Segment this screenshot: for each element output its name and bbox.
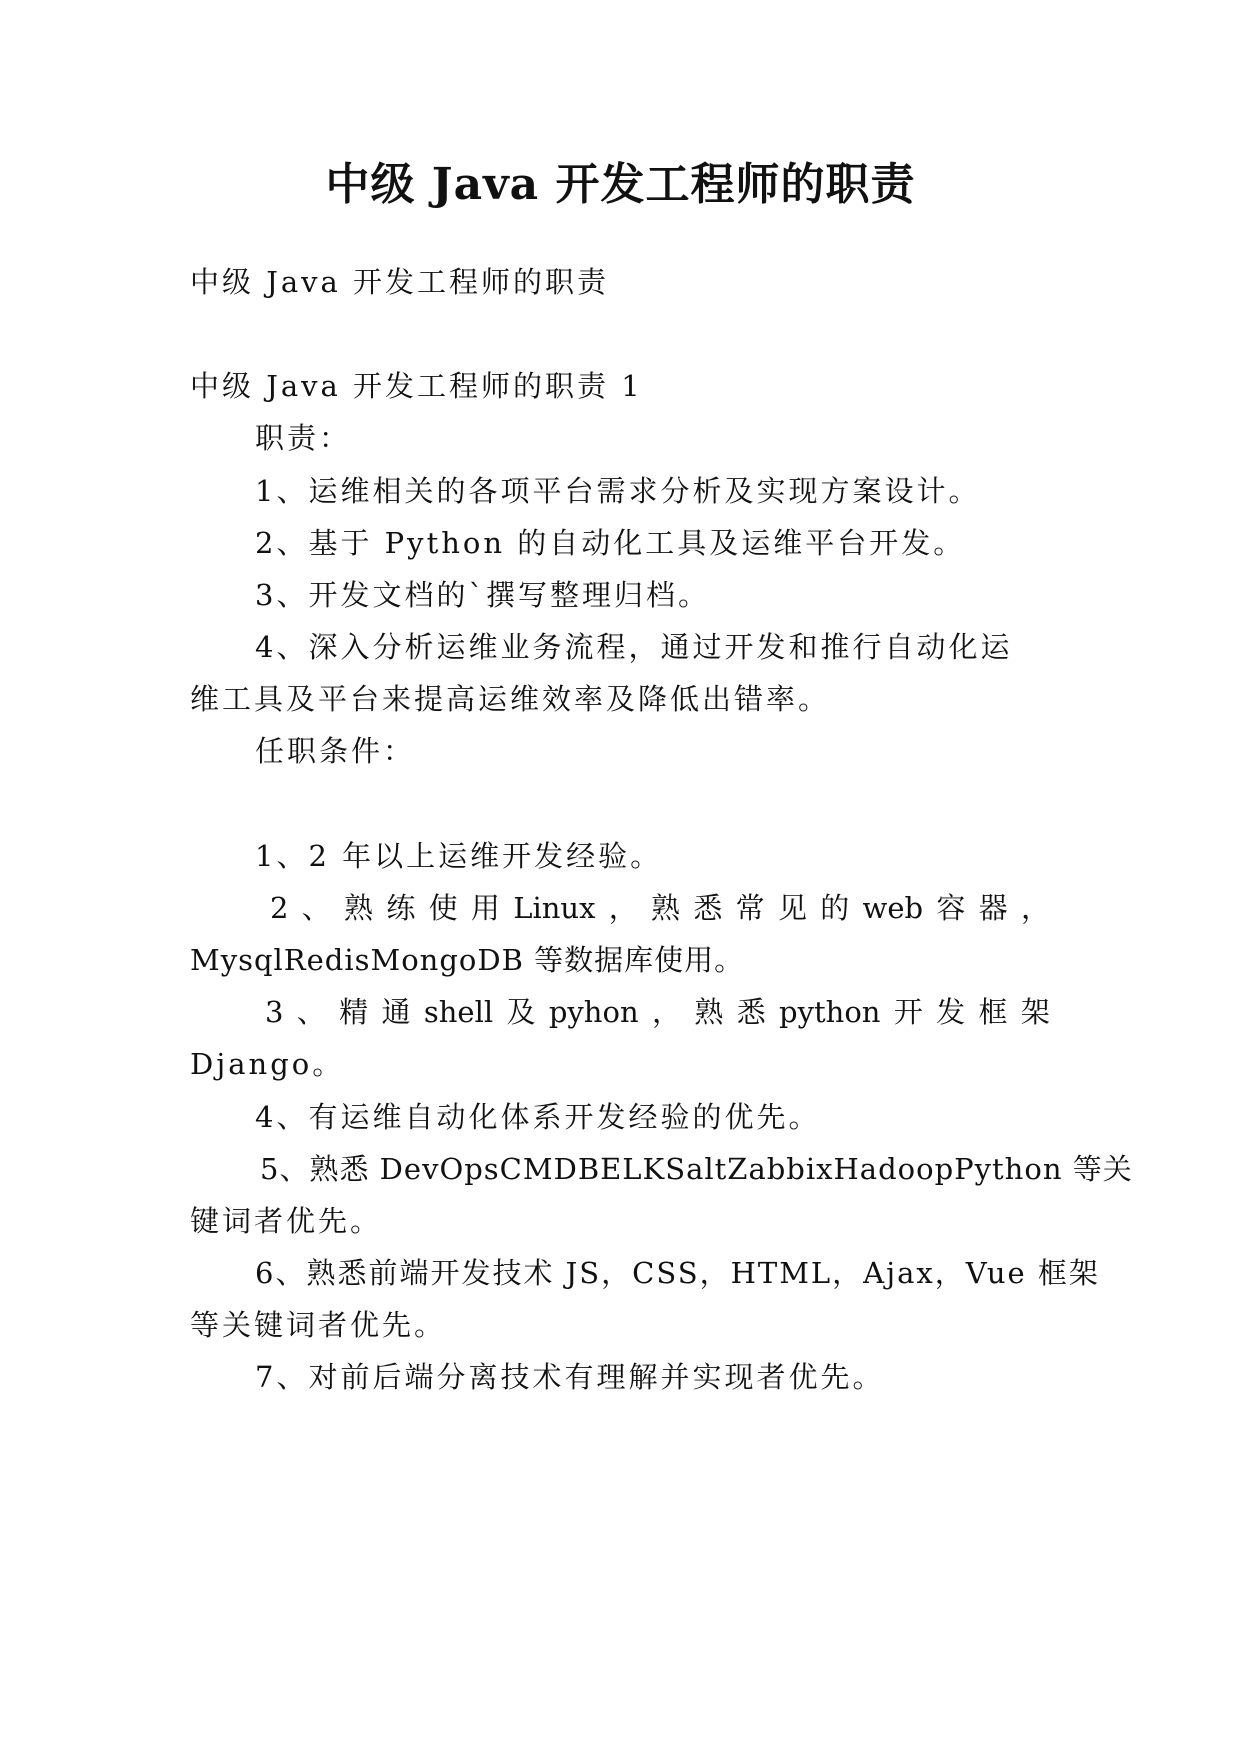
token: 的 [820, 891, 850, 925]
subtitle: 中级 Java 开发工程师的职责 [190, 265, 610, 299]
token: 及 [506, 995, 536, 1029]
requirement-item-3-continued: Django。 [190, 1047, 345, 1081]
token: 悉 [693, 891, 723, 925]
requirement-item-2 [190, 888, 1050, 928]
token: 器 [978, 891, 1008, 925]
requirement-item-6: 6、熟悉前端开发技术 JS，CSS，HTML，Ajax，Vue 框架 [255, 1256, 1100, 1290]
token: Linux [513, 891, 596, 925]
document-title: 中级 Java 开发工程师的职责 [325, 159, 916, 210]
requirements-label: 任职条件： [255, 734, 416, 768]
token: 熟 [694, 995, 724, 1029]
token: 悉 [736, 995, 766, 1029]
token: 用 [470, 891, 500, 925]
token: ， [608, 891, 638, 925]
token: 使 [428, 891, 458, 925]
requirement-item-3 [190, 992, 1050, 1032]
token: python [779, 995, 881, 1029]
requirement-item-7: 7、对前后端分离技术有理解并实现者优先。 [255, 1360, 885, 1394]
token: 框 [978, 995, 1008, 1029]
token: 3 [265, 995, 284, 1029]
duty-item-4: 4、深入分析运维业务流程，通过开发和推行自动化运 [255, 630, 1013, 664]
duties-label: 职责： [255, 421, 352, 455]
token: 熟 [651, 891, 681, 925]
token: 容 [936, 891, 966, 925]
token: 熟 [344, 891, 374, 925]
requirement-item-6-continued: 等关键词者优先。 [190, 1308, 447, 1342]
token: 开 [893, 995, 923, 1029]
token: 常 [735, 891, 765, 925]
token: 架 [1020, 995, 1050, 1029]
duty-item-3: 3、开发文档的`撰写整理归档。 [255, 578, 710, 612]
requirement-item-4: 4、有运维自动化体系开发经验的优先。 [255, 1100, 821, 1134]
token: 见 [777, 891, 807, 925]
duty-item-1: 1、运维相关的各项平台需求分析及实现方案设计。 [255, 474, 981, 508]
token: pyhon [548, 995, 639, 1029]
token: 、 [296, 995, 326, 1029]
requirement-item-2-continued: MysqlRedisMongoDB 等数据库使用。 [190, 943, 745, 977]
token: 练 [386, 891, 416, 925]
token: web [862, 891, 924, 925]
token: 发 [936, 995, 966, 1029]
requirement-item-5-continued: 键词者优先。 [190, 1204, 383, 1238]
section-heading: 中级 Java 开发工程师的职责 1 [190, 369, 643, 403]
duty-item-4-continued: 维工具及平台来提高运维效率及降低出错率。 [190, 682, 831, 716]
duty-item-2: 2、基于 Python 的自动化工具及运维平台开发。 [255, 526, 966, 560]
token: 通 [381, 995, 411, 1029]
requirement-item-5: 5、熟悉 DevOpsCMDBELKSaltZabbixHadoopPython 等关 [260, 1152, 1133, 1186]
requirement-item-1: 1、2 年以上运维开发经验。 [255, 839, 663, 873]
token: shell [423, 995, 494, 1029]
token: 2 [270, 891, 289, 925]
token: ， [1020, 891, 1050, 925]
token: ， [651, 995, 681, 1029]
token: 、 [301, 891, 331, 925]
token: 精 [339, 995, 369, 1029]
